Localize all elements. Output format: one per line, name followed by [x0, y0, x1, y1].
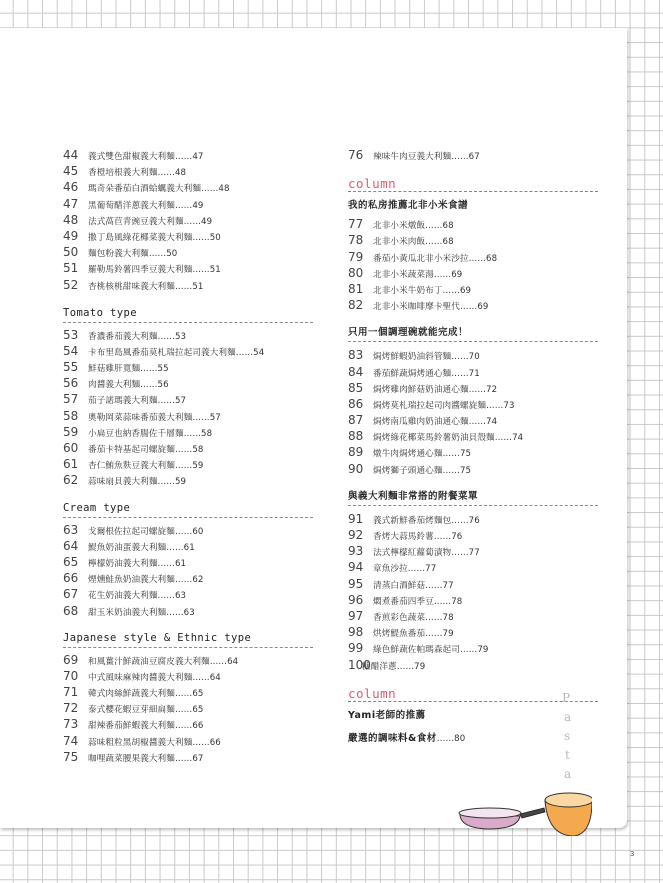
column-heading-couscous: 我的私房推薦北非小米食譜	[348, 200, 469, 212]
toc-entry	[63, 197, 313, 213]
recipe-number: 92	[348, 528, 364, 542]
recipe-number: 69	[63, 652, 79, 667]
recipe-title: 咖哩蔬菜腰果義大利麵……67	[88, 753, 204, 764]
recipe-number: 67	[63, 587, 79, 602]
recipe-title: 韓式肉絲鮮蔬義大利麵……65	[88, 689, 204, 700]
recipe-number: 46	[63, 180, 79, 195]
recipe-title: 辣味牛肉豆義大利麵……67	[373, 152, 480, 162]
toc-entry	[63, 180, 313, 196]
column2-title-text: 嚴選的調味料&食材	[348, 732, 437, 744]
recipe-title: 焗烤綠花椰菜馬鈴薯奶油貝殼麵……74	[373, 433, 524, 444]
recipe-list-side-dishes	[348, 512, 598, 674]
recipe-title: 蒜味扇貝義大利麵……59	[88, 477, 187, 488]
recipe-number: 56	[63, 376, 79, 391]
toc-entry	[63, 376, 313, 392]
toc-entry	[63, 523, 313, 539]
recipe-list-chili	[348, 148, 598, 164]
toc-entry	[63, 555, 313, 571]
recipe-number: 73	[63, 717, 79, 732]
recipe-number: 47	[63, 196, 79, 211]
recipe-title: 法式萵苣青豌豆義大利麵……49	[88, 216, 213, 227]
recipe-number: 100	[348, 657, 371, 672]
toc-entry	[348, 266, 598, 282]
recipe-title: 香橙培根義大利麵……48	[88, 168, 187, 179]
recipe-list-japanese-ethnic	[63, 653, 313, 766]
recipe-number: 60	[63, 441, 79, 455]
recipe-title: 義式雙色甜椒義大利麵……47	[88, 152, 204, 162]
toc-entry	[348, 381, 598, 397]
recipe-title: 黑葡萄醋洋蔥義大利麵……49	[88, 200, 204, 211]
toc-page	[0, 28, 627, 828]
section-heading-one-bowl: 只用一個調理碗就能完成！	[348, 324, 598, 342]
toc-entry	[63, 164, 313, 180]
recipe-number: 76	[348, 148, 364, 162]
recipe-title: 戈爾根佐拉起司螺旋麵……60	[88, 526, 204, 537]
recipe-title: 肉醬義大利麵……56	[88, 380, 169, 391]
recipe-number: 48	[63, 212, 79, 227]
recipe-number: 78	[348, 233, 364, 248]
recipe-title: 北非小米牛奶布丁……69	[373, 285, 472, 296]
recipe-number: 71	[63, 685, 79, 700]
recipe-number: 89	[348, 445, 364, 460]
toc-entry	[63, 213, 313, 229]
toc-entry	[63, 328, 313, 344]
toc-entry	[63, 473, 313, 489]
recipe-title: 杏仁鮪魚麩豆義大利麵……59	[88, 461, 204, 472]
mixing-bowl-icon	[545, 793, 592, 836]
recipe-number: 64	[63, 538, 79, 553]
recipe-title: 甜玉米奶油義大利麵……63	[88, 607, 195, 618]
recipe-title: 燜煮番茄四季豆……78	[373, 596, 463, 607]
recipe-title: 撒丁島風綠花椰菜義大利麵……50	[88, 232, 221, 243]
toc-entry	[63, 734, 313, 750]
recipe-number: 53	[63, 327, 79, 342]
toc-entry	[348, 250, 598, 266]
recipe-title: 北非小米蔬菜湯……69	[373, 269, 463, 280]
section-heading-japanese: Japanese style & Ethnic type	[63, 632, 313, 648]
recipe-number: 70	[63, 668, 79, 683]
toc-entry	[63, 148, 313, 164]
recipe-title: 香濃番茄義大利麵……53	[88, 331, 187, 342]
toc-entry	[63, 457, 313, 473]
toc-entry	[63, 701, 313, 717]
frying-pan-icon	[459, 808, 545, 829]
recipe-number: 85	[348, 380, 364, 395]
toc-entry	[348, 593, 598, 609]
recipe-number: 90	[348, 461, 364, 476]
toc-entry	[63, 587, 313, 603]
recipe-title: 清蒸白酒鮮菇……77	[373, 580, 454, 591]
toc-entry	[63, 669, 313, 685]
recipe-title: 番茄卡特基起司螺旋麵……58	[88, 445, 204, 455]
recipe-title: 燉牛肉焗烤通心麵……75	[373, 449, 472, 460]
recipe-number: 84	[348, 364, 364, 379]
pasta-letter-s: s	[564, 729, 571, 743]
toc-entry	[348, 625, 598, 641]
recipe-title: 鯷魚奶油蛋義大利麵……61	[88, 542, 195, 553]
recipe-title: 煙燻鮭魚奶油義大利麵……62	[88, 575, 204, 586]
recipe-number: 86	[348, 396, 364, 411]
recipe-title: 北非小米咖啡摩卡聖代……69	[373, 302, 489, 313]
recipe-number: 83	[348, 348, 364, 363]
toc-entry	[348, 609, 598, 625]
recipe-list-one-bowl	[348, 348, 598, 478]
toc-entry	[63, 604, 313, 620]
recipe-title: 茄子諾瑪義大利麵……57	[88, 396, 187, 407]
section-heading-side-dishes: 與義大利麵非常搭的附餐菜單	[348, 488, 598, 506]
toc-entry	[63, 278, 313, 294]
page-number: 3	[630, 850, 635, 858]
toc-entry	[348, 282, 598, 298]
recipe-number: 98	[348, 625, 364, 640]
recipe-number: 82	[348, 298, 364, 313]
recipe-title: 檸檬奶油義大利麵……61	[88, 558, 187, 569]
recipe-title: 瑪奇朵番茄白酒蛤蠣義大利麵……48	[88, 184, 230, 195]
recipe-title: 烘烤鯷魚番茄……79	[373, 629, 454, 640]
column-label-2: column	[348, 686, 598, 702]
recipe-number: 95	[348, 576, 364, 591]
recipe-number: 75	[63, 749, 79, 764]
recipe-title: 泰式櫻花蝦豆芽細扁麵……65	[88, 705, 204, 716]
recipe-number: 63	[63, 522, 79, 537]
toc-entry	[63, 653, 313, 669]
recipe-title: 焗烤雞肉鮮菇奶油通心麵……72	[373, 384, 498, 395]
recipe-number: 66	[63, 571, 79, 586]
recipe-list-cream	[63, 523, 313, 620]
pasta-letter-t: t	[565, 748, 570, 762]
recipe-title: 中式風味麻辣肉醬義大利麵……64	[88, 672, 221, 683]
toc-entry	[63, 245, 313, 261]
recipe-title: 番茄鮮蔬焗烤通心麵……71	[373, 368, 480, 379]
section-heading-tomato: Tomato type	[63, 307, 313, 323]
recipe-number: 68	[63, 603, 79, 618]
recipe-number: 80	[348, 265, 364, 280]
recipe-title: 焗烤獅子頭通心麵……75	[373, 465, 472, 476]
pasta-cookware-illustration	[452, 688, 592, 836]
recipe-number: 77	[348, 217, 364, 232]
toc-entry	[348, 397, 598, 413]
recipe-number: 49	[63, 228, 79, 243]
recipe-number: 97	[348, 608, 364, 623]
toc-entry	[63, 571, 313, 587]
recipe-title: 糖醋洋蔥……79	[362, 661, 426, 672]
recipe-number: 65	[63, 554, 79, 569]
recipe-number: 81	[348, 281, 364, 296]
toc-entry	[348, 577, 598, 593]
toc-entry	[63, 344, 313, 360]
recipe-list-couscous	[348, 217, 598, 314]
recipe-number: 72	[63, 701, 79, 716]
pasta-letter-a2: a	[564, 767, 572, 781]
toc-entry	[63, 717, 313, 733]
toc-entry	[63, 425, 313, 441]
toc-entry	[63, 409, 313, 425]
recipe-number: 57	[63, 392, 79, 407]
toc-entry	[63, 392, 313, 408]
recipe-list-tomato	[63, 328, 313, 490]
recipe-title: 蒜味粗粒黑胡椒醬義大利麵……66	[88, 737, 221, 748]
recipe-number: 55	[63, 360, 79, 375]
toc-entry	[63, 360, 313, 376]
recipe-number: 93	[348, 544, 364, 559]
toc-entry	[348, 445, 598, 461]
recipe-title: 章魚沙拉……77	[373, 564, 437, 575]
recipe-title: 法式檸檬紅蘿蔔漬物……77	[373, 548, 480, 559]
toc-entry	[348, 641, 598, 657]
toc-entry	[63, 261, 313, 277]
recipe-number: 87	[348, 413, 364, 428]
recipe-number: 44	[63, 148, 79, 162]
recipe-title: 羅勒馬鈴薯四季豆義大利麵……51	[88, 265, 221, 276]
toc-entry	[348, 544, 598, 560]
pasta-letter-a1: a	[564, 710, 572, 724]
toc-entry	[63, 441, 313, 457]
toc-entry	[348, 429, 598, 445]
section-heading-cream: Cream type	[63, 502, 313, 518]
recipe-title: 杏桃核桃甜味義大利麵……51	[88, 281, 204, 292]
recipe-number: 62	[63, 473, 79, 488]
toc-entry	[348, 528, 598, 544]
toc-entry	[348, 560, 598, 576]
toc-left-column	[63, 148, 313, 766]
recipe-number: 45	[63, 164, 79, 179]
recipe-title: 香烤大蒜馬鈴薯……76	[373, 532, 463, 542]
recipe-title: 小扁豆也納香腸佐千層麵……58	[88, 428, 213, 439]
recipe-number: 94	[348, 560, 364, 575]
recipe-number: 91	[348, 511, 364, 526]
recipe-title: 卡布里島風番茄莫札瑞拉起司義大利麵……54	[88, 347, 265, 358]
recipe-number: 61	[63, 457, 79, 472]
recipe-number: 54	[63, 343, 79, 358]
toc-entry	[63, 539, 313, 555]
recipe-title: 甜辣番茄鮮蝦義大利麵……66	[88, 721, 204, 732]
toc-entry	[348, 217, 598, 233]
toc-entry	[348, 413, 598, 429]
pasta-letter-p: P	[562, 691, 571, 705]
recipe-title: 焗烤莫札瑞拉起司肉醬螺旋麵……73	[373, 400, 515, 411]
toc-entry	[348, 365, 598, 381]
toc-entry	[63, 229, 313, 245]
toc-entry	[348, 512, 598, 528]
recipe-title: 香煎彩色蔬菜……78	[373, 612, 454, 623]
recipe-title: 北非小米肉飯……68	[373, 237, 454, 248]
toc-entry	[348, 233, 598, 249]
toc-entry	[348, 462, 598, 478]
recipe-title: 北非小米燉飯……68	[373, 221, 454, 232]
recipe-title: 和風薑汁鮮蔬油豆腐皮義大利麵……64	[88, 656, 239, 667]
toc-right-column	[348, 148, 598, 745]
recipe-title: 焗烤鮮蝦奶油斜管麵……70	[373, 352, 480, 363]
recipe-number: 52	[63, 277, 79, 292]
recipe-title: 花生奶油義大利麵……63	[88, 591, 187, 602]
recipe-number: 96	[348, 592, 364, 607]
recipe-list-continued	[63, 148, 313, 294]
recipe-title: 麵包粉義大利麵……50	[88, 249, 178, 260]
recipe-title: 鮮菇雞肝寬麵……55	[88, 364, 169, 375]
column-label-1: column	[348, 176, 598, 192]
recipe-number: 88	[348, 429, 364, 444]
recipe-number: 79	[348, 249, 364, 264]
toc-entry	[63, 750, 313, 766]
recipe-title: 焗烤南瓜雞肉奶油通心麵……74	[373, 417, 498, 428]
recipe-number: 99	[348, 641, 364, 656]
recipe-title: 番茄小黃瓜北非小米沙拉……68	[373, 253, 498, 264]
column2-title-line1: Yami老師的推薦	[348, 709, 426, 721]
recipe-title: 義式新鮮番茄烤麵包……76	[373, 515, 480, 526]
toc-entry	[63, 685, 313, 701]
recipe-number: 58	[63, 408, 79, 423]
toc-entry	[348, 348, 598, 364]
column2-page-ref: ……80	[436, 733, 466, 744]
recipe-number: 74	[63, 733, 79, 748]
pasta-vertical-text	[562, 691, 571, 781]
toc-entry	[348, 148, 598, 164]
recipe-title: 綠色鮮蔬佐帕瑪森起司……79	[373, 645, 489, 656]
recipe-number: 51	[63, 261, 79, 276]
toc-entry	[348, 298, 598, 314]
recipe-title: 奧勒岡菜蒜味番茄義大利麵……57	[88, 412, 221, 423]
recipe-number: 50	[63, 245, 79, 260]
toc-entry	[348, 658, 598, 674]
recipe-number: 59	[63, 424, 79, 439]
